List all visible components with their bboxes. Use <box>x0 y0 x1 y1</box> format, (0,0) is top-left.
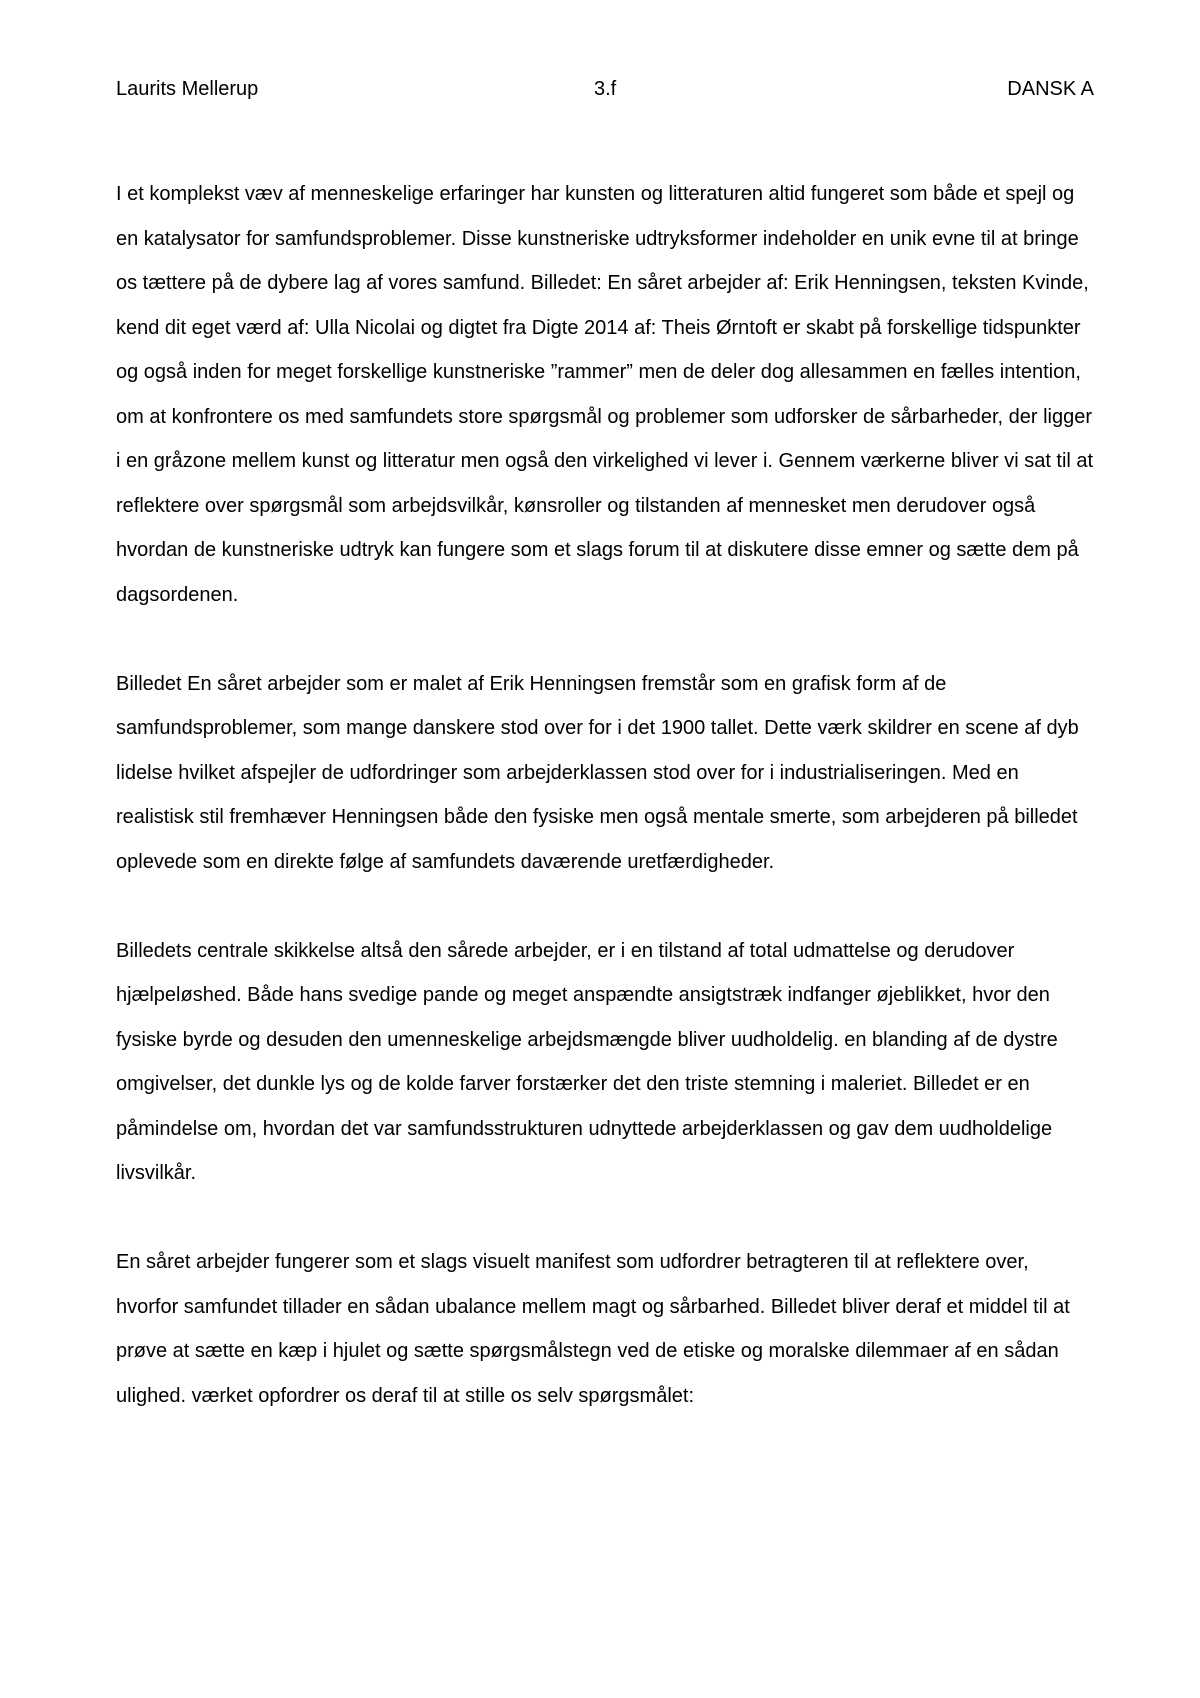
header-subject: DANSK A <box>1007 78 1094 100</box>
paragraph-3: Billedets centrale skikkelse altså den sårede arbejder, er i en tilstand af total udmattelse og derudover hjælpeløshed. Både hans svedige pande og meget anspændte ansigtstræk indfanger øjeblikket, hvor den fysiske byrde og desuden den umenneskelige arbejdsmængde bliver uudholdelig. en blanding af de dystre omgivelser, det dunkle lys og de kolde farver forstærker det den triste stemning i maleriet. Billedet er en påmindelse om, hvordan det var samfundsstrukturen udnyttede arbejderklassen og gav dem uudholdelige livsvilkår. <box>116 939 1058 1184</box>
paragraph-4: En såret arbejder fungerer som et slags visuelt manifest som udfordrer betragteren til at reflektere over, hvorfor samfundet tillader en sådan ubalance mellem magt og sårbarhed. Billedet bliver deraf et middel til at prøve at sætte en kæp i hjulet og sætte spørgsmålstegn ved de etiske og moralske dilemmaer af en sådan ulighed. værket opfordrer os deraf til at stille os selv spørgsmålet: <box>116 1251 1070 1407</box>
header-class: 3.f <box>594 78 617 100</box>
page-header <box>116 74 1094 104</box>
document-body <box>116 172 1096 1418</box>
paragraph-1: I et komplekst væv af menneskelige erfaringer har kunsten og litteraturen altid fungeret som både et spejl og en katalysator for samfundsproblemer. Disse kunstneriske udtryksformer indeholder en unik evne til at bringe os tættere på de dybere lag af vores samfund. Billedet: En såret arbejder af: Erik Henningsen, teksten Kvinde, kend dit eget værd af: Ulla Nicolai og digtet fra Digte 2014 af: Theis Ørntoft er skabt på forskellige tidspunkter og også inden for meget forskellige kunstneriske ”rammer” men de deler dog allesammen en fælles intention, om at konfrontere os med samfundets store spørgsmål og problemer som udforsker de sårbarheder, der ligger i en gråzone mellem kunst og litteratur men også den virkelighed vi lever i. Gennem værkerne bliver vi sat til at reflektere over spørgsmål som arbejdsvilkår, kønsroller og tilstanden af mennesket men derudover også hvordan de kunstneriske udtryk kan fungere som et slags forum til at diskutere disse emner og sætte dem på dagsordenen. <box>116 183 1094 606</box>
paragraph-2: Billedet En såret arbejder som er malet af Erik Henningsen fremstår som en grafisk form af de samfundsproblemer, som mange danskere stod over for i det 1900 tallet. Dette værk skildrer en scene af dyb lidelse hvilket afspejler de udfordringer som arbejderklassen stod over for i industrialiseringen. Med en realistisk stil fremhæver Henningsen både den fysiske men også mentale smerte, som arbejderen på billedet oplevede som en direkte følge af samfundets daværende uretfærdigheder. <box>116 672 1079 873</box>
header-author: Laurits Mellerup <box>116 78 259 100</box>
